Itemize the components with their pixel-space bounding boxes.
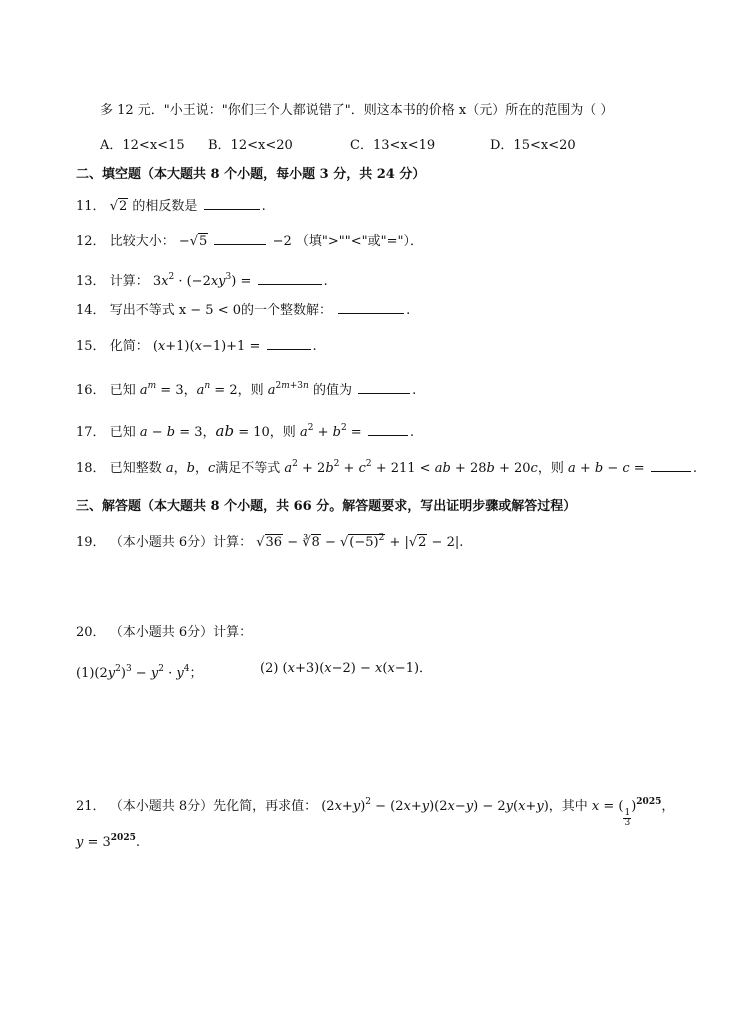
question-17-blank [368, 423, 408, 436]
question-15-text: 化简： [109, 339, 149, 354]
question-10-text: 多 12 元．"小王说："你们三个人都说错了"．则这本书的价格 x（元）所在的范围为（ ） [100, 103, 614, 118]
question-15: 15． 化简： (x+1)(x−1)+1 = . [76, 339, 317, 354]
question-20-part-2: (2) (x+3)(x−2) − x(x−1)． [260, 661, 433, 676]
question-15-number: 15． [76, 339, 106, 354]
question-14-blank [338, 301, 404, 314]
question-10-tail [100, 102, 613, 120]
question-20-text: （本小题共 6分）计算： [109, 625, 253, 640]
question-21-line-2: $y = 3^{2025}$. [76, 833, 140, 850]
question-12-blank [214, 232, 266, 245]
question-21-math: $(2x+y)^2 - (2x+y)(2x-y) - 2y(x+y)$，其中 x = ( $\frac{1}{3}$ )$^{2025}$， [321, 797, 675, 828]
question-16-text: 已知 [109, 383, 136, 398]
question-13-math: $3x^2 \cdot (-2xy^3)$ = [152, 272, 252, 289]
option-d: D．15<x<20 [490, 138, 576, 153]
question-17-text: 已知 [109, 425, 136, 440]
question-12-math: −√5 [178, 234, 208, 249]
question-12-math-right: −2 [272, 234, 292, 249]
question-20-number: 20． [76, 625, 106, 640]
option-c: C．13<x<19 [350, 138, 436, 153]
question-13: 13． 计算： $3x^2 \cdot (-2xy^3)$ = . [76, 272, 328, 289]
question-11-text: 的相反数是 [132, 199, 198, 214]
question-16-tail: 的值为 [312, 383, 352, 398]
question-21-text: （本小题共 8分）先化简，再求值： [109, 799, 318, 814]
question-14-number: 14． [76, 303, 106, 318]
section-2-heading: 二、填空题（本大题共 8 个小题，每小题 3 分，共 24 分） [76, 167, 426, 182]
question-19-math: √36 − ∛8 − $√(-5)^2 + |√2 - 2|$. [256, 533, 464, 550]
question-11-number: 11． [76, 199, 106, 214]
question-15-blank [267, 337, 311, 350]
question-18-blank [651, 459, 691, 472]
question-11-blank [204, 197, 260, 210]
question-13-number: 13． [76, 274, 106, 289]
question-17-number: 17． [76, 425, 106, 440]
question-19 [76, 529, 463, 552]
question-11-math: √2 [109, 199, 128, 214]
question-12-number: 12． [76, 234, 106, 249]
question-18-text: 已知整数 [109, 461, 162, 476]
question-12 [76, 232, 423, 251]
question-21-number: 21． [76, 799, 106, 814]
question-19-text: （本小题共 6分）计算： [109, 535, 253, 550]
question-19-number: 19． [76, 535, 106, 550]
question-18-number: 18． [76, 461, 106, 476]
option-b: B．12<x<20 [208, 138, 293, 153]
question-20-part-1: $(1)(2y^2)^3 - y^2 \cdot y^4$； [76, 664, 203, 681]
question-13-text: 计算： [109, 274, 149, 289]
question-17: 17． 已知 a − b = 3，ab = 10，则 $a^2 + b^2$ = . [76, 422, 414, 440]
question-21 [76, 793, 674, 828]
question-11: 11． √2 的相反数是 . [76, 199, 266, 214]
question-13-blank [258, 272, 322, 285]
question-14-text: 写出不等式 x − 5 < 0的一个整数解： [109, 303, 333, 318]
question-16-math: $a^m = 3$，$a^n = 2$，则 $a^{2m+3n}$ [139, 381, 309, 398]
question-17-math: a − b = 3，ab = 10，则 $a^2 + b^2$ = [139, 422, 362, 440]
question-15-math: (x+1)(x−1)+1 = [152, 339, 261, 354]
question-12-tail: （填">""<"或"="）． [295, 234, 423, 249]
question-18: 18． 已知整数 a，b，c满足不等式 $a^2 + 2b^2 + c^2 + 211$ < ab + 28b + 20c，则 a + b − c = . [76, 459, 697, 476]
question-18-math: a，b，c满足不等式 $a^2 + 2b^2 + c^2 + 211$ < ab + 28b + 20c，则 a + b − c = [165, 459, 645, 476]
question-16-number: 16． [76, 383, 106, 398]
section-3-heading: 三、解答题（本大题共 8 个小题，共 66 分。解答题要求，写出证明步骤或解答过程） [76, 499, 577, 514]
question-12-text: 比较大小： [109, 234, 175, 249]
option-a: A．12<x<15 [100, 138, 185, 153]
question-16-blank [358, 381, 410, 394]
question-16: 16． 已知 $a^m = 3$，$a^n = 2$，则 $a^{2m+3n}$ 的值为 . [76, 381, 417, 398]
question-14: 14． 写出不等式 x − 5 < 0的一个整数解： . [76, 303, 411, 318]
question-20 [76, 624, 252, 642]
